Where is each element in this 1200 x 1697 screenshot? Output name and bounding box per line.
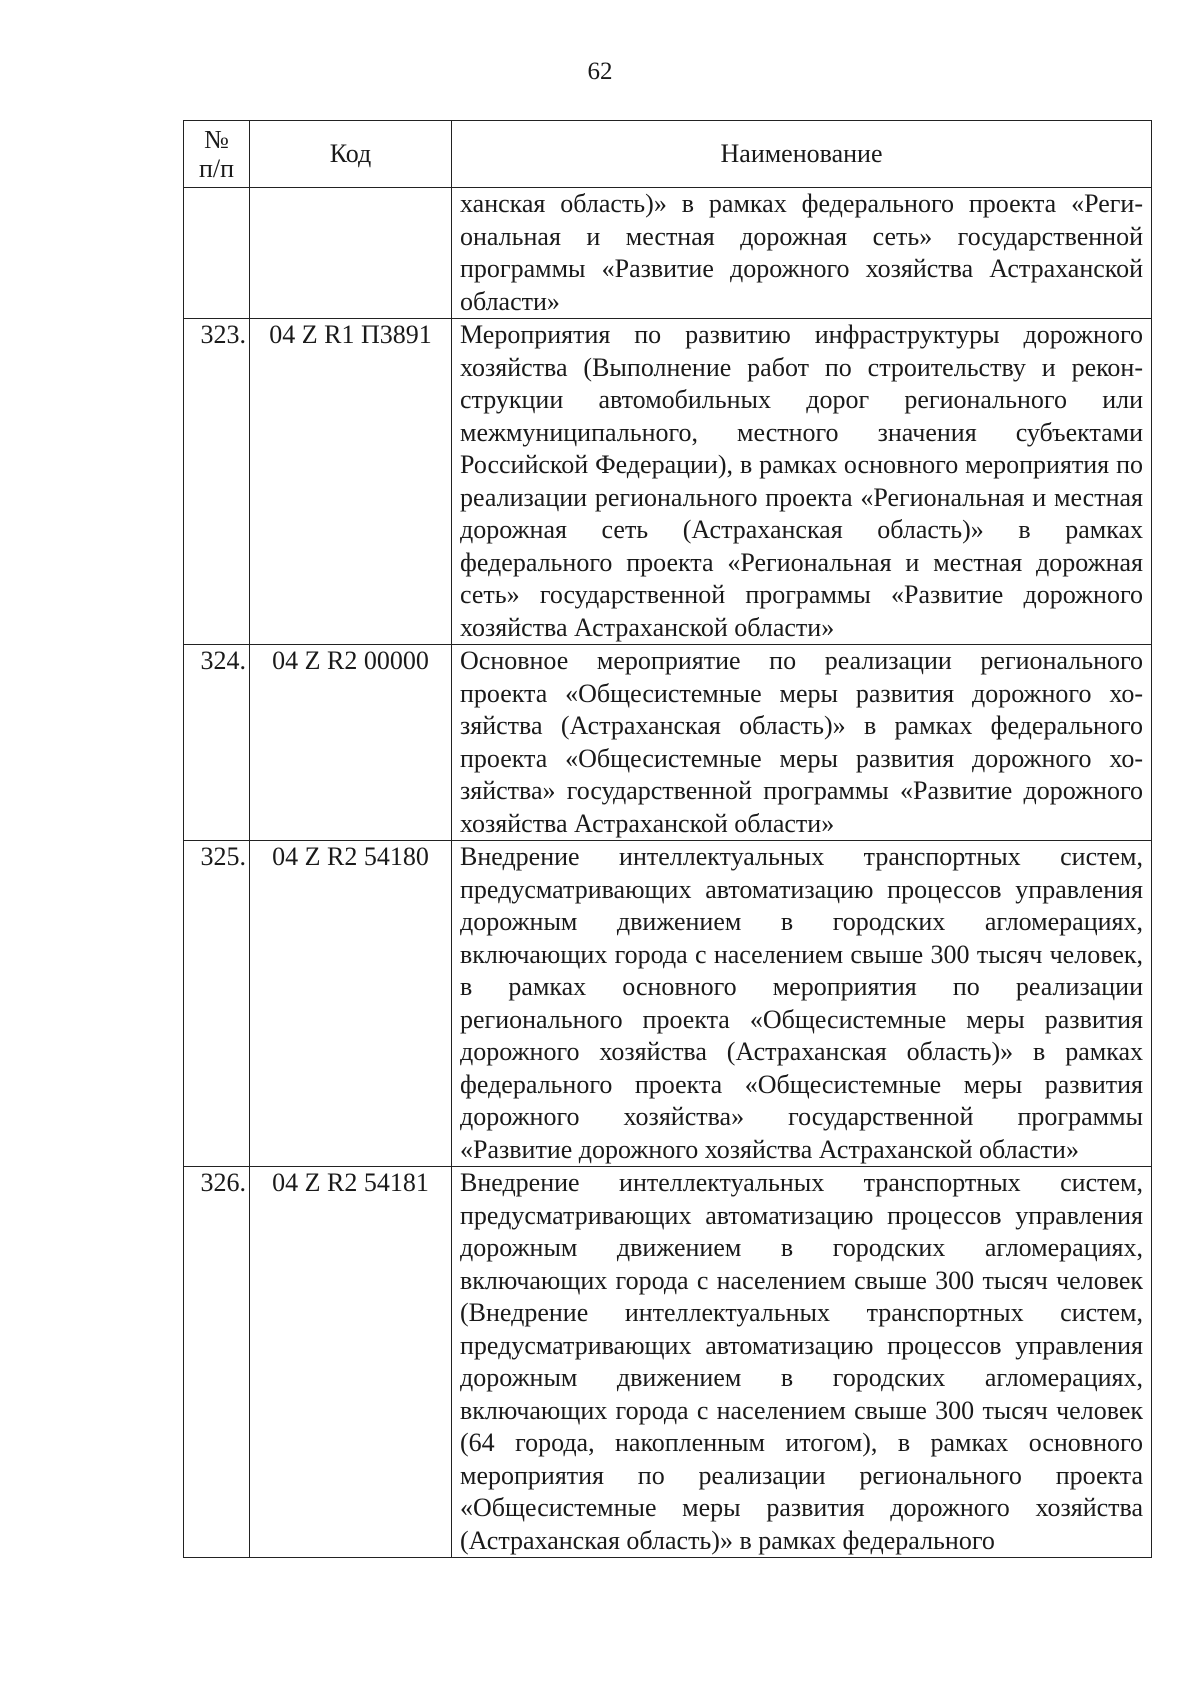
row-number: 323. bbox=[184, 319, 250, 645]
row-code: 04 Z R2 54180 bbox=[250, 841, 452, 1167]
page-number: 62 bbox=[587, 58, 613, 85]
row-name: ханская область)» в рамках федерального проекта «Региональная и местная дорожная сеть» государственной программы «Развитие дорожного хозяйства Астраханской области» bbox=[452, 188, 1152, 319]
row-number: 326. bbox=[184, 1167, 250, 1558]
row-name: Мероприятия по развитию инфраструктуры дорожного хозяйства (Выполнение работ по строительству и реконструкции автомобильных дорог регионального или межмуниципального, местного значения субъектами Российской Федерации), в рамках основного мероприятия по реализации регионального проекта «Региональная и местная дорожная сеть (Астраханская область)» в рамках федерального проекта «Региональная и местная дорожная сеть» государственной программы «Развитие дорожного хозяйства Астраханской области» bbox=[452, 319, 1152, 645]
row-code: 04 Z R1 П3891 bbox=[250, 319, 452, 645]
row-code: 04 Z R2 54181 bbox=[250, 1167, 452, 1558]
row-number: 325. bbox=[184, 841, 250, 1167]
table-row bbox=[184, 645, 1152, 841]
table-row bbox=[184, 1167, 1152, 1558]
row-number bbox=[184, 188, 250, 319]
row-name: Внедрение интеллектуальных транспортных систем, предусматривающих автоматизацию процессов управления дорожным движением в городских агломерациях, включающих города с населением свыше 300 тысяч человек (Внедрение интеллектуальных транспортных систем, предусматривающих автоматизацию процессов управления дорожным движением в городских агломерациях, включающих города с населением свыше 300 тысяч человек (64 города, накопленным итогом), в рамках основного мероприятия по реализации регионального проекта «Общесистемные меры развития дорожного хозяйства (Астраханская область)» в рамках федерального bbox=[452, 1167, 1152, 1558]
header-name: Наименование bbox=[452, 121, 1152, 188]
table-row bbox=[184, 841, 1152, 1167]
header-number-label: № п/п bbox=[198, 125, 235, 183]
row-code: 04 Z R2 00000 bbox=[250, 645, 452, 841]
budget-code-table bbox=[183, 120, 1152, 1558]
header-code: Код bbox=[250, 121, 452, 188]
row-name: Внедрение интеллектуальных транспортных систем, предусматривающих автоматизацию процессов управления дорожным движением в городских агломерациях, включающих города с населением свыше 300 тысяч человек, в рамках основного мероприятия по реализации регионального проекта «Общесистемные меры развития дорожного хозяйства (Астраханская область)» в рамках федерального проекта «Общесистемные меры развития дорожного хозяйства» государственной программы «Развитие дорожного хозяйства Астраханской области» bbox=[452, 841, 1152, 1167]
header-number bbox=[184, 121, 250, 188]
table-header-row bbox=[184, 121, 1152, 188]
row-name: Основное мероприятие по реализации регионального проекта «Общесистемные меры развития дорожного хозяйства (Астраханская область)» в рамках федерального проекта «Общесистемные меры развития дорожного хозяйства» государственной программы «Развитие дорожного хозяйства Астраханской области» bbox=[452, 645, 1152, 841]
row-number: 324. bbox=[184, 645, 250, 841]
table-row bbox=[184, 188, 1152, 319]
table-row bbox=[184, 319, 1152, 645]
row-code bbox=[250, 188, 452, 319]
